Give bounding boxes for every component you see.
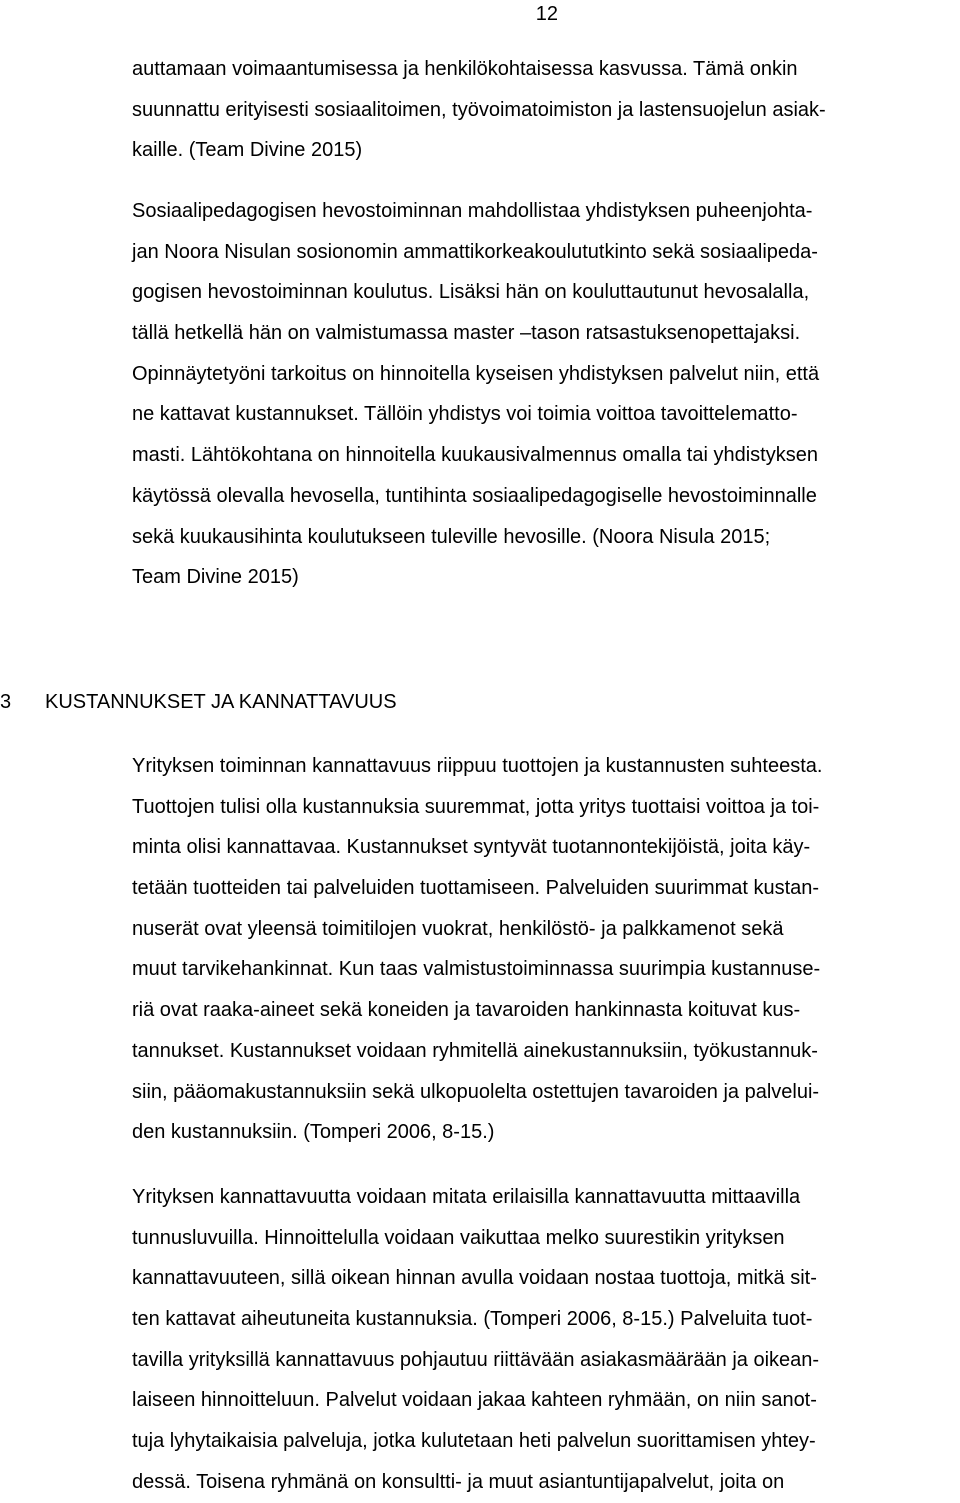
text-line: ten kattavat aiheutuneita kustannuksia. (Tomperi 2006, 8-15.) Palveluita tuot- — [132, 1308, 813, 1331]
text-line: laiseen hinnoitteluun. Palvelut voidaan jakaa kahteen ryhmään, on niin sanot- — [132, 1389, 817, 1412]
text-line: nuserät ovat yleensä toimitilojen vuokrat, henkilöstö- ja palkkamenot sekä — [132, 917, 784, 940]
text-line: dessä. Toisena ryhmänä on konsultti- ja muut asiantuntijapalvelut, joita on — [132, 1470, 785, 1493]
paragraph-2 — [132, 191, 952, 598]
text-line: gogisen hevostoiminnan koulutus. Lisäksi hän on kouluttautunut hevosalalla, — [132, 281, 810, 304]
page-number: 12 — [535, 3, 558, 25]
text-line: tannukset. Kustannukset voidaan ryhmitellä ainekustannuksiin, työkustannuk- — [132, 1039, 818, 1062]
text-line: käytössä olevalla hevosella, tuntihinta sosiaalipedagogiselle hevostoiminnalle — [132, 484, 817, 507]
text-line: tuja lyhytaikaisia palveluja, jotka kulutetaan heti palvelun suorittamisen yhtey- — [132, 1430, 816, 1453]
section-title: KUSTANNUKSET JA KANNATTAVUUS — [45, 691, 397, 713]
text-line: suunnattu erityisesti sosiaalitoimen, työvoimatoimiston ja lastensuojelun asiak- — [132, 98, 826, 121]
paragraph-4 — [132, 1177, 952, 1503]
text-line: minta olisi kannattavaa. Kustannukset syntyvät tuotannontekijöistä, joita käy- — [132, 836, 811, 859]
text-line: kaille. (Team Divine 2015) — [132, 139, 363, 162]
paragraph-1 — [132, 49, 952, 171]
text-line: Sosiaalipedagogisen hevostoiminnan mahdollistaa yhdistyksen puheenjohta- — [132, 200, 813, 222]
text-line: Opinnäytetyöni tarkoitus on hinnoitella kyseisen yhdistyksen palvelut niin, että — [132, 362, 820, 385]
text-line: tunnusluvuilla. Hinnoittelulla voidaan vaikuttaa melko suurestikin yrityksen — [132, 1226, 785, 1249]
text-line: tetään tuotteiden tai palveluiden tuottamiseen. Palveluiden suurimmat kustan- — [132, 877, 820, 900]
text-line: muut tarvikehankinnat. Kun taas valmistustoiminnassa suurimpia kustannuse- — [132, 958, 821, 981]
section-heading — [0, 682, 950, 723]
text-line: tällä hetkellä hän on valmistumassa master –tason ratsastuksenopettajaksi. — [132, 322, 801, 345]
text-line: Yrityksen toiminnan kannattavuus riippuu tuottojen ja kustannusten suhteesta. — [132, 755, 823, 777]
text-line: ne kattavat kustannukset. Tällöin yhdistys voi toimia voittoa tavoittelematto- — [132, 403, 798, 426]
text-line: den kustannuksiin. (Tomperi 2006, 8-15.) — [132, 1121, 495, 1144]
paragraph-3 — [132, 746, 952, 1153]
text-line: kannattavuuteen, sillä oikean hinnan avulla voidaan nostaa tuottoja, mitkä sit- — [132, 1267, 817, 1290]
text-line: sekä kuukausihinta koulutukseen tuleville hevosille. (Noora Nisula 2015; — [132, 525, 771, 548]
text-line: auttamaan voimaantumisessa ja henkilökohtaisessa kasvussa. Tämä onkin — [132, 58, 798, 80]
text-line: siin, pääomakustannuksiin sekä ulkopuolelta ostettujen tavaroiden ja palvelui- — [132, 1080, 820, 1103]
section-number: 3 — [0, 691, 12, 713]
text-line: Team Divine 2015) — [132, 566, 299, 589]
text-line: Yrityksen kannattavuutta voidaan mitata erilaisilla kannattavuutta mittaavilla — [132, 1186, 801, 1208]
text-line: riä ovat raaka-aineet sekä koneiden ja tavaroiden hankinnasta koituvat kus- — [132, 999, 801, 1022]
text-line: jan Noora Nisulan sosionomin ammattikorkeakoulututkinto sekä sosiaalipeda- — [132, 240, 818, 263]
text-line: masti. Lähtökohtana on hinnoitella kuukausivalmennus omalla tai yhdistyksen — [132, 444, 818, 467]
text-line: Tuottojen tulisi olla kustannuksia suuremmat, jotta yritys tuottaisi voittoa ja toi- — [132, 795, 820, 818]
text-line: tavilla yrityksillä kannattavuus pohjautuu riittävään asiakasmäärään ja oikean- — [132, 1348, 820, 1371]
